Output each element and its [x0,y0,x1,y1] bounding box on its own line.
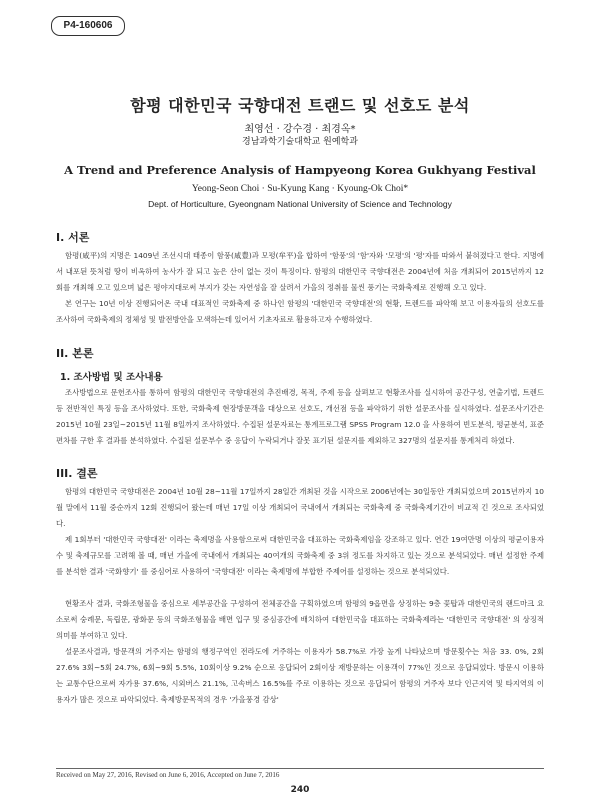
authors-en: Yeong-Seon Choi · Su-Kyung Kang · Kyoung-Ok Choi* [191,184,409,194]
methods-paragraph: 조사방법으로 문헌조사를 통하여 함평의 대한민국 국향대전의 추진배경, 목적, 주제 등을 살펴보고 현황조사를 실시하여 공간구성, 연출기법, 트렌드 등 전반적인 특징 등을 조사하였다. 또한, 국화축제 현장방문객을 대상으로 선호도, 개선점 등을 파악하기 위한 설문조사를 실시하였다. 설문조사기간은 2015년 10월 23일~2015년 11월 8일까지 조사하였다. 수집된 설문자료는 통계프로그램 SPSS Program 12.0 을 사용하여 빈도분석, 평균분석, 표준편차를 구한 후 결과를 분석하였다. 수집된 설문부수 중 응답이 누락되거나 잘못 표기된 설문지를 제외하고 327명의 설문지를 통계처리 하였다. [56,388,544,445]
conclusion-paragraph-4: 설문조사결과, 방문객의 거주지는 함평의 행정구역인 전라도에 거주하는 이용자가 58.7%로 가장 높게 나타났으며 방문횟수는 처음 33. 0%, 2회 27.6% 3회~5회 24.7%, 6회~9회 5.5%, 10회이상 9.2% 순으로 응답되어 2회이상 재방문하는 이용객이 77%인 것으로 응답되었다. 방문시 이용하는 교통수단으로써 자가용 37.6%, 시외버스 21.1%, 고속버스 16.5%를 주로 이용하는 것으로 응답되어 함평의 거주자 보다 인근지역 및 타지역의 이용자가 많은 것으로 파악되었다. 축제방문목적의 경우 '가을풍경 감상' [56,647,544,704]
affiliation-kr: 경남과학기술대학교 원예학과 [242,137,358,147]
section-heading-body: II. 본론 [56,347,94,360]
section-heading-intro: I. 서론 [56,231,90,244]
intro-paragraph-1: 함평(咸平)의 지명은 1409년 조선시대 태종이 함풍(咸豊)과 모평(牟平)을 합하여 '함풍'의 '함'자와 '모평'의 '평'자를 따와서 붙혀졌다고 한다. 지명에서 내포된 뜻처럼 땅이 비옥하여 농사가 잘 되고 높은 산이 없는 것이 특징이다. 함평의 대한민국 국향대전은 2004년에 처음 개최되어 2015년까지 12회를 개최해 오고 있으며 넓은 평야지대로써 부지가 갖는 자연성을 잘 살려서 가을의 정취를 물씬 풍기는 국화축제로 진행해 오고 있다. [56,251,544,292]
section-heading-conclusion: III. 결론 [56,467,98,480]
affiliation-en: Dept. of Horticulture, Gyeongnam National University of Science and Technology [148,199,452,209]
conclusion-paragraph-3: 현황조사 결과, 국화조형물을 중심으로 세부공간을 구성하여 전체공간을 구획하였으며 함평의 9읍면을 상징하는 9층 꽃탑과 대한민국의 랜드마크 요소로써 숭례문, 독립문, 광화문 등의 국화조형물을 배면 입구 및 중심공간에 배치하여 대한민국을 대표하는 국화축제라는 '대한민국 국향대전' 의 상징적 의미를 부여하고 있다. [56,599,544,640]
page-number: 240 [290,785,310,795]
paper-title-en: A Trend and Preference Analysis of Hampyeong Korea Gukhyang Festival [64,163,536,177]
subsection-heading-methods: 1. 조사방법 및 조사내용 [60,372,163,383]
authors-kr: 최영선 · 강수경 · 최경옥* [244,124,356,135]
intro-paragraph-2: 본 연구는 10년 이상 진행되어온 국내 대표적인 국화축제 중 하나인 함평의 '대한민국 국향대전'의 현황, 트렌드를 파악해 보고 이용자들의 선호도를 조사하여 국화축제의 정체성 및 발전방안을 모색하는데 있어서 기초자료로 활용하고자 수행하였다. [56,299,544,324]
conclusion-paragraph-1: 함평의 대한민국 국향대전은 2004년 10월 28~11월 17일까지 28일간 개최된 것을 시작으로 2006년에는 30일동안 개최되었으며 2015년까지 10월 말에서 11월 중순까지 12회 진행되어 왔는데 매년 17일 이상 개최되어 국내에서 개최되는 국화축제 중 국화축제기간이 비교적 긴 것으로 조사되었다. [56,487,544,528]
footnote-divider [56,768,544,769]
conclusion-paragraph-2: 제 1회부터 '대한민국 국향대전' 이라는 축제명을 사용함으로써 대한민국을 대표하는 국화축제임을 강조하고 있다. 연간 19여만명 이상의 평균이용자 수 및 축제규모를 고려해 볼 때, 매년 가을에 국내에서 개최되는 40여개의 국화축제 중 3위 정도를 차지하고 있는 것으로 분석되었다. 매년 설정한 주제를 분석한 결과 '국화향기' 를 중심어로 사용하여 '국향대전' 이라는 축제명에 부합한 주제어를 설정하는 것으로 분석되었다. [56,535,544,576]
paper-code-badge: P4-160606 [51,16,125,36]
paper-title-kr: 함평 대한민국 국향대전 트랜드 및 선호도 분석 [130,96,470,115]
received-footnote: Received on May 27, 2016, Revised on June 6, 2016, Accepted on June 7, 2016 [56,771,280,779]
